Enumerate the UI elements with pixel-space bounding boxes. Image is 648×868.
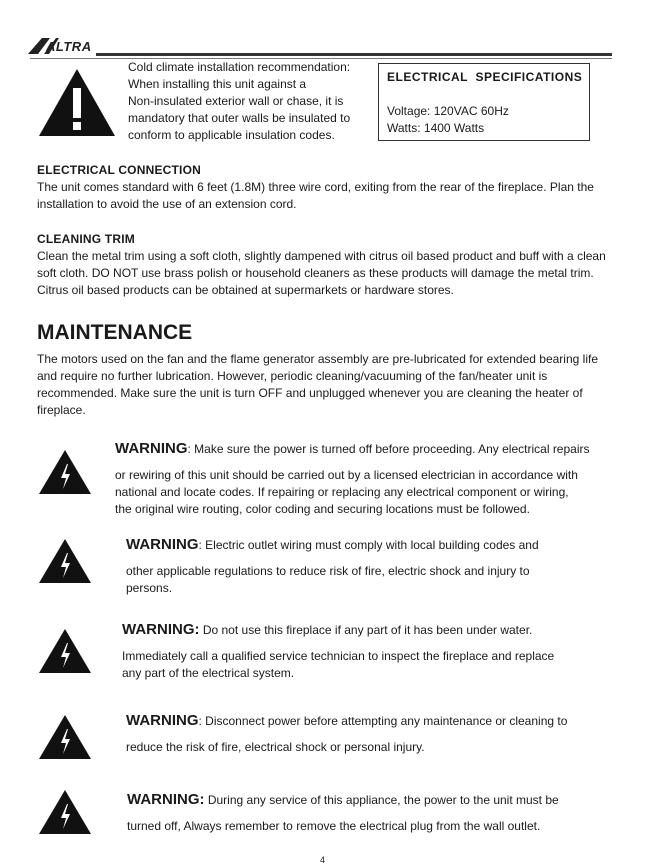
warning-first-line: : Make sure the power is turned off before proceeding. Any electrical repairs — [187, 442, 590, 456]
electrical-hazard-icon — [37, 448, 93, 501]
specs-title: ELECTRICAL SPECIFICATIONS — [387, 70, 583, 84]
electrical-hazard-icon — [37, 627, 93, 680]
warning-label: WARNING: — [122, 621, 200, 638]
maintenance-body: The motors used on the fan and the flame generator assembly are pre-lubricated for extended bearing life and require no further lubrication. However, periodic cleaning/vacuuming of the fan/heater unit is recommended. Make sure the unit is turn OFF and unplugged whenever you are cleaning the heater of fireplace. — [37, 352, 598, 417]
climate-recommendation: Cold climate installation recommendation: When installing this unit against a Non-insulated exterior wall or chase, it is mandatory that outer walls be insulated to conform to applicable insulation codes. — [128, 60, 351, 142]
electrical-specs-box — [378, 63, 590, 141]
electrical-connection-heading: ELECTRICAL CONNECTION — [37, 163, 201, 177]
warning-first-line: During any service of this appliance, the power to the unit must be — [204, 793, 559, 807]
warning-1 — [115, 440, 595, 518]
maintenance-heading: MAINTENANCE — [37, 321, 193, 344]
warning-label: WARNING — [115, 440, 188, 457]
warning-2 — [126, 536, 572, 597]
cleaning-trim-heading: CLEANING TRIM — [37, 232, 135, 246]
warning-3 — [122, 621, 572, 682]
specs-watts: Watts: 1400 Watts — [387, 121, 485, 135]
warning-text: turned off, Always remember to remove the electrical plug from the wall outlet. — [127, 819, 541, 833]
warning-text: other applicable regulations to reduce risk of fire, electric shock and injury to persons. — [126, 564, 530, 595]
warning-first-line: : Disconnect power before attempting any maintenance or cleaning to — [198, 714, 568, 728]
warning-label: WARNING: — [127, 791, 205, 808]
header-rule-thick — [96, 53, 612, 56]
warning-label: WARNING — [126, 536, 199, 553]
warning-first-line: Do not use this fireplace if any part of it has been under water. — [199, 623, 533, 637]
brand-logo — [28, 34, 100, 56]
electrical-hazard-icon — [37, 713, 93, 766]
electrical-hazard-icon — [37, 788, 93, 841]
electrical-connection-body: The unit comes standard with 6 feet (1.8M) three wire cord, exiting from the rear of the fireplace. Plan the installation to avoid the use of an extension cord. — [37, 180, 594, 211]
page-number: 4 — [320, 855, 326, 865]
warning-label: WARNING — [126, 712, 199, 729]
cleaning-trim-body: Clean the metal trim using a soft cloth, slightly dampened with citrus oil based product and buff with a clean soft cloth. DO NOT use brass polish or household cleaners as these products will damage the metal trim. Citrus oil based products can be obtained at supermarkets or hardware stores. — [37, 249, 606, 297]
specs-voltage: Voltage: 120VAC 60Hz — [387, 104, 509, 118]
warning-text: reduce the risk of fire, electrical shock or personal injury. — [126, 740, 425, 754]
warning-5 — [127, 791, 587, 835]
logo-text: ALTRA — [46, 39, 92, 54]
electrical-hazard-icon — [37, 537, 93, 590]
warning-text: or rewiring of this unit should be carried out by a licensed electrician in accordance with national and locate codes. If repairing or replacing any electrical component or wiring, the original wire routing, color coding and securing locations must be followed. — [115, 468, 578, 516]
warning-first-line: : Electric outlet wiring must comply with local building codes and — [198, 538, 539, 552]
warning-4 — [126, 712, 586, 756]
caution-icon — [37, 66, 117, 143]
warning-text: Immediately call a qualified service technician to inspect the fireplace and replace any part of the electrical system. — [122, 649, 555, 680]
